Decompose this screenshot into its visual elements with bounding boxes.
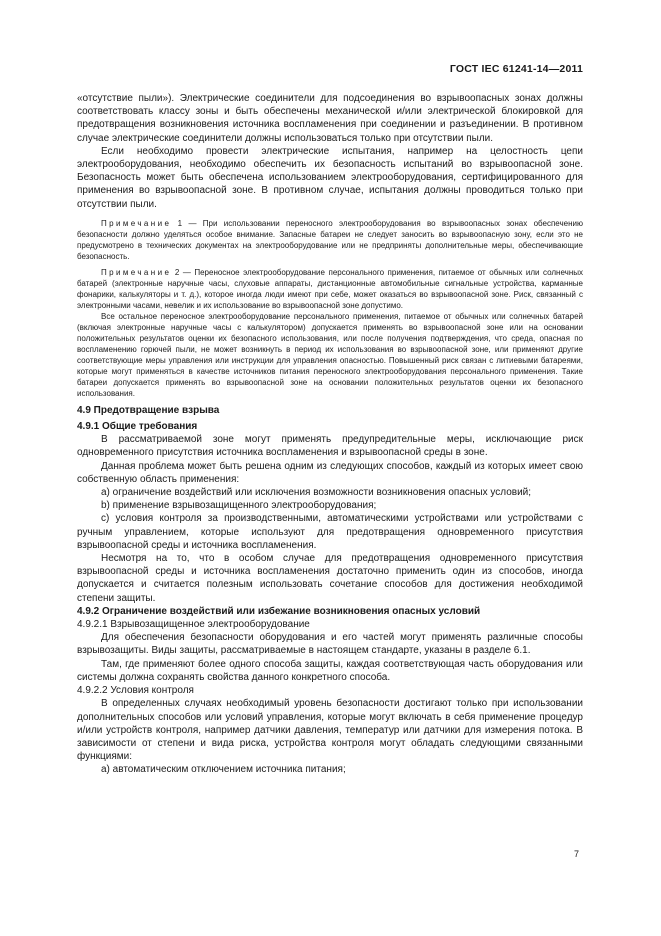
document-header: ГОСТ IEC 61241-14—2011 — [449, 63, 583, 75]
section-heading-4-9-1: 4.9.1 Общие требования — [77, 421, 198, 433]
body-paragraph: В рассматриваемой зоне могут применять предупредительные меры, исключающие риск одновременного присутствия источника воспламенения и взрывоопасной среды в зоне. — [77, 434, 583, 459]
list-item: а) ограничение воздействий или исключения возможности возникновения опасных условий; — [101, 487, 532, 499]
list-item: c) условия контроля за производственными, автоматическими устройствами или устройствами с ручным управлением, которые используют для предотвращения одновременного присутствия взрывоопасной среды и источника воспламенения. — [77, 513, 583, 551]
section-heading-4-9-2: 4.9.2 Ограничение воздействий или избежание возникновения опасных условий — [77, 605, 481, 617]
page-number: 7 — [573, 849, 579, 859]
page-body — [77, 92, 583, 777]
note-2 — [77, 267, 583, 311]
list-item: b) применение взрывозащищенного электрооборудования; — [101, 500, 377, 512]
note-1 — [77, 218, 583, 262]
body-paragraph: Там, где применяют более одного способа защиты, каждая соответствующая часть оборудования или системы должна сохранять свойства данного конкретного способа. — [77, 658, 583, 683]
note-label: Примечание — [101, 218, 172, 228]
subsection-heading-4-9-2-1: 4.9.2.1 Взрывозащищенное электрооборудование — [77, 619, 310, 631]
body-paragraph: Для обеспечения безопасности оборудования и его частей могут применять различные способы взрывозащиты. Виды защиты, рассматриваемые в настоящем стандарте, указаны в разделе 6.1. — [77, 632, 583, 657]
body-paragraph: В определенных случаях необходимый уровень безопасности достигают только при использовании дополнительных способов или условий управления, которые могут включать в себя применение процедур и/или устройств контроля, например датчики давления, температур или датчики для измерения потока. В зависимости от степени и вида риска, устройства контроля могут обладать следующими связанными функциями: — [77, 698, 583, 763]
section-heading-4-9: 4.9 Предотвращение взрыва — [77, 404, 220, 416]
body-paragraph: Несмотря на то, что в особом случае для предотвращения одновременного присутствия взрывоопасной среды и источника воспламенения достаточно применить один из способов, иногда допускается и считается полезным использовать сочетание способов для достижения необходимой степени защиты. — [77, 553, 583, 604]
body-paragraph: «отсутствие пыли»). Электрические соединители для подсоединения во взрывоопасных зонах должны соответствовать классу зоны и быть обеспечены механической и/или электрической блокировкой для предотвращения возникновения источника воспламенения при соединении и разъединении. В противном случае электрические соединители должны использоваться только при отсутствии пыли. — [77, 93, 583, 144]
body-paragraph: Данная проблема может быть решена одним из следующих способов, каждый из которых имеет свою собственную область применения: — [77, 460, 583, 485]
subsection-heading-4-9-2-2: 4.9.2.2 Условия контроля — [77, 685, 194, 697]
body-paragraph: Если необходимо провести электрические испытания, например на целостность цепи электрооборудования, необходимо обеспечить их безопасность испытаний во взрывоопасной зоне. Безопасность может быть обеспечена использованием электрооборудования, сертифицированного для применения во взрывоопасной зоне. В противном случае, испытания должны проводиться только при отсутствии пыли. — [77, 145, 583, 210]
note-label: Примечание — [101, 267, 172, 277]
note-text: 1 — При использовании переносного электрооборудования во взрывоопасных зонах обеспечению безопасности должно уделяться особое внимание. Запасные батареи не следует заносить во взрывоопасную зону, если это не предусмотрено в технических документах на электрооборудование или не предприняты дополнительные меры, обеспечивающие безопасность. — [77, 218, 583, 261]
note-text: 2 — Переносное электрооборудование персонального применения, питаемое от обычных или солнечных батарей (электронные наручные часы, слуховые аппараты, дистанционные автомобильные сигнальные устройства, карманные фонарики, калькуляторы и т. д.), которое иногда люди имеют при себе, может оказаться во взрывоопасной зоне. Риск, связанный с электронными часами, невелик и их использование во взрывоопасной зоне допустимо. — [77, 267, 583, 310]
note-2-continued: Все остальное переносное электрооборудование персонального применения, питаемое от обычных или солнечных батарей (включая электронные наручные часы с калькулятором) допускается применять во взрывоопасной зоне или на основании положительных результатов оценки их безопасного использования, или после получения подтверждения, что среда, опасная по воспламенению горючей пыли, не может возникнуть в период их использования во взрывоопасной зоне, или применяют другие соответствующие меры управления или инструкции для управления опасностью. Повышенный риск связан с литиевыми батареями, которые могут применяться в качестве источников питания переносного электрооборудования персонального применения. Такие батареи допускается применять во взрывоопасной зоне на основании положительных результатов оценки их безопасного использования. — [77, 311, 583, 398]
list-item: а) автоматическим отключением источника питания; — [101, 764, 346, 776]
